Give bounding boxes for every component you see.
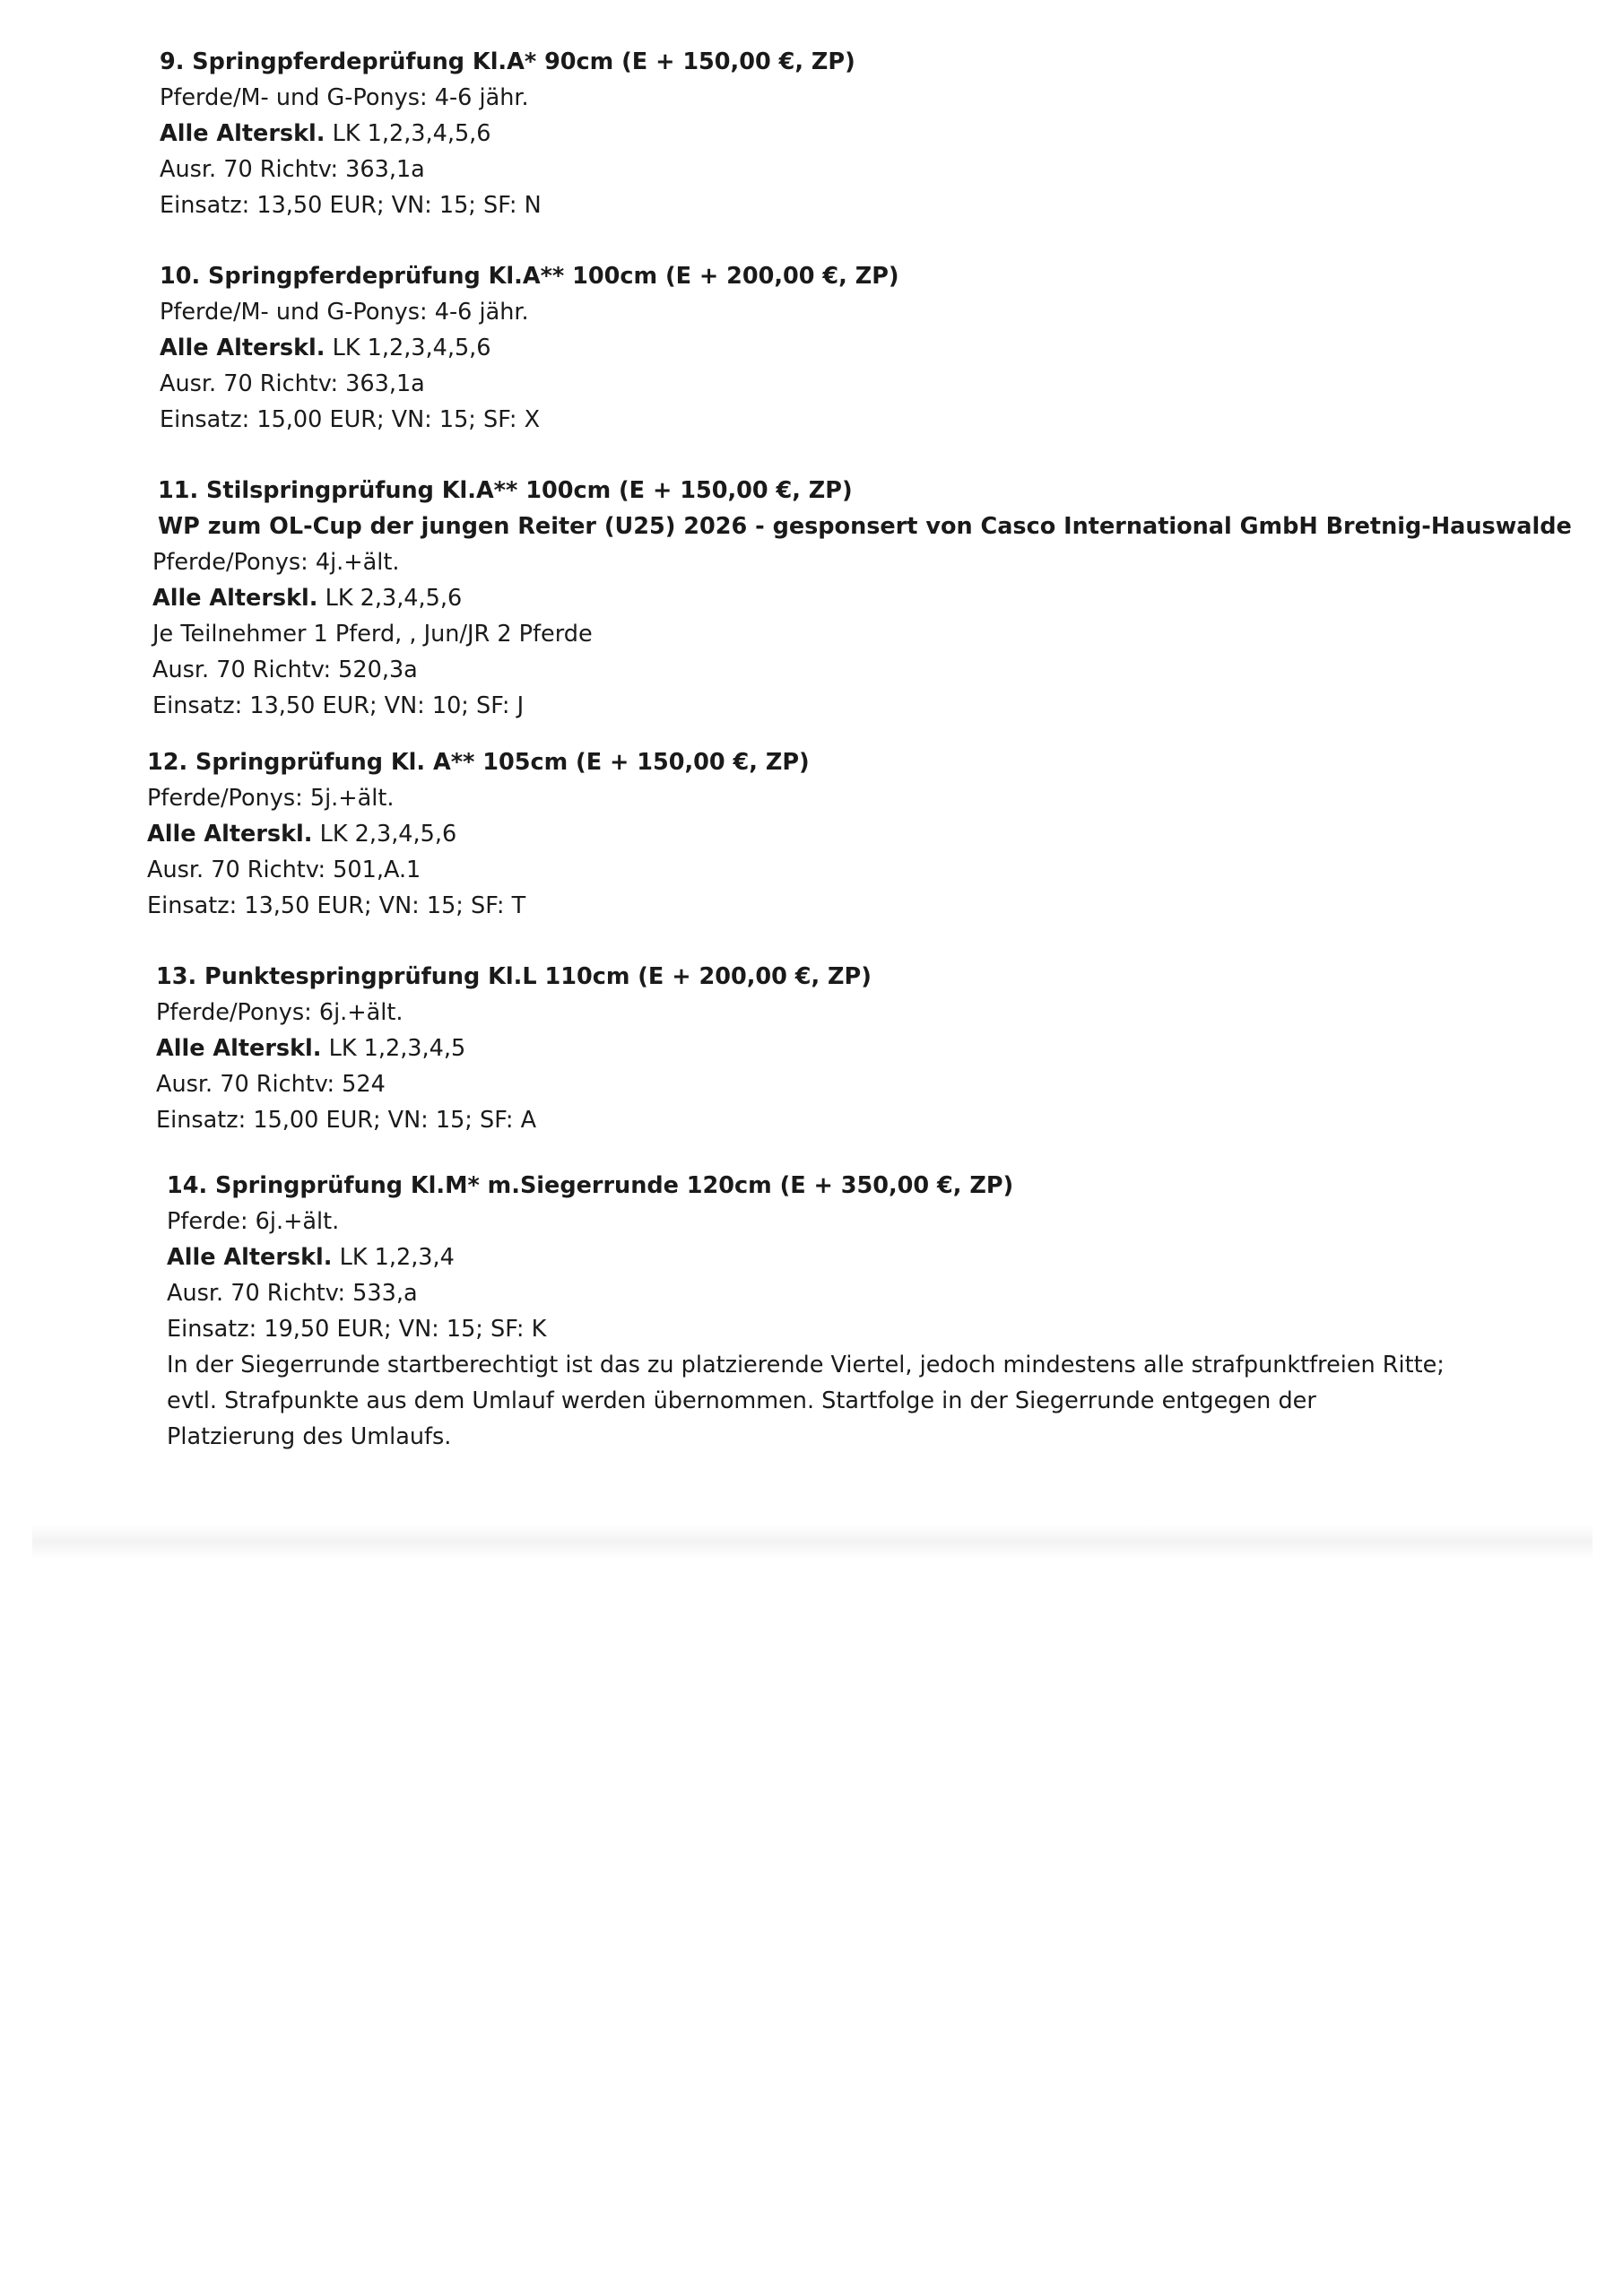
competition-age-class <box>160 116 855 152</box>
competition-title: 14. Springprüfung Kl.M* m.Siegerrunde 120cm (E + 350,00 €, ZP) <box>167 1172 1014 1199</box>
age-class-label: Alle Alterskl. <box>152 585 318 612</box>
scan-artifact-band <box>32 1525 1593 1559</box>
competition-fees: Einsatz: 19,50 EUR; VN: 15; SF: K <box>167 1316 547 1343</box>
competition-age-class <box>160 330 899 366</box>
competition-eligibility: Pferde/M- und G-Ponys: 4-6 jähr. <box>160 84 529 111</box>
competition-fees: Einsatz: 13,50 EUR; VN: 15; SF: T <box>147 892 526 919</box>
competition-age-class <box>156 1031 872 1066</box>
competition-sponsor: WP zum OL-Cup der jungen Reiter (U25) 2026 - gesponsert von Casco International GmbH Bretnig-Hauswalde <box>158 513 1572 540</box>
competition-rules: Ausr. 70 Richtv: 363,1a <box>160 370 425 397</box>
competition-eligibility: Pferde: 6j.+ält. <box>167 1208 340 1235</box>
age-class-value: LK 2,3,4,5,6 <box>325 585 463 612</box>
competition-title: 12. Springprüfung Kl. A** 105cm (E + 150,00 €, ZP) <box>147 749 810 776</box>
age-class-label: Alle Alterskl. <box>147 821 313 848</box>
competition-eligibility: Pferde/Ponys: 5j.+ält. <box>147 785 395 812</box>
competition-rules: Ausr. 70 Richtv: 524 <box>156 1071 386 1098</box>
competition-9 <box>160 44 855 223</box>
age-class-value: LK 1,2,3,4,5,6 <box>332 335 491 361</box>
age-class-value: LK 1,2,3,4,5,6 <box>332 120 491 147</box>
competition-rules: Ausr. 70 Richtv: 533,a <box>167 1280 418 1307</box>
competition-note-line: evtl. Strafpunkte aus dem Umlauf werden übernommen. Startfolge in der Siegerrunde entgegen der <box>167 1387 1316 1414</box>
competition-note-line: In der Siegerrunde startberechtigt ist das zu platzierende Viertel, jedoch mindestens alle strafpunktfreien Ritte; <box>167 1352 1445 1378</box>
competition-age-class <box>152 580 1572 616</box>
competition-12 <box>147 744 810 924</box>
competition-participants: Je Teilnehmer 1 Pferd, , Jun/JR 2 Pferde <box>152 621 593 648</box>
competition-title: 10. Springpferdeprüfung Kl.A** 100cm (E + 200,00 €, ZP) <box>160 263 899 290</box>
competition-title: 9. Springpferdeprüfung Kl.A* 90cm (E + 150,00 €, ZP) <box>160 48 855 75</box>
competition-age-class <box>147 816 810 852</box>
competition-fees: Einsatz: 15,00 EUR; VN: 15; SF: X <box>160 406 541 433</box>
competition-fees: Einsatz: 13,50 EUR; VN: 15; SF: N <box>160 192 542 219</box>
age-class-label: Alle Alterskl. <box>167 1244 333 1271</box>
competition-fees: Einsatz: 15,00 EUR; VN: 15; SF: A <box>156 1107 537 1134</box>
competition-title: 13. Punktespringprüfung Kl.L 110cm (E + 200,00 €, ZP) <box>156 963 872 990</box>
competition-rules: Ausr. 70 Richtv: 520,3a <box>152 657 418 683</box>
age-class-label: Alle Alterskl. <box>156 1035 322 1062</box>
competition-14 <box>167 1168 1445 1455</box>
competition-eligibility: Pferde/Ponys: 6j.+ält. <box>156 999 404 1026</box>
competition-eligibility: Pferde/M- und G-Ponys: 4-6 jähr. <box>160 299 529 326</box>
competition-rules: Ausr. 70 Richtv: 501,A.1 <box>147 857 421 883</box>
age-class-value: LK 1,2,3,4,5 <box>328 1035 466 1062</box>
competition-10 <box>160 258 899 438</box>
competition-rules: Ausr. 70 Richtv: 363,1a <box>160 156 425 183</box>
age-class-value: LK 1,2,3,4 <box>339 1244 455 1271</box>
competition-title: 11. Stilspringprüfung Kl.A** 100cm (E + 150,00 €, ZP) <box>158 477 853 504</box>
competition-age-class <box>167 1239 1445 1275</box>
age-class-label: Alle Alterskl. <box>160 120 325 147</box>
competition-11 <box>152 473 1572 724</box>
age-class-label: Alle Alterskl. <box>160 335 325 361</box>
competition-note-line: Platzierung des Umlaufs. <box>167 1423 452 1450</box>
competition-fees: Einsatz: 13,50 EUR; VN: 10; SF: J <box>152 692 525 719</box>
competition-eligibility: Pferde/Ponys: 4j.+ält. <box>152 549 400 576</box>
age-class-value: LK 2,3,4,5,6 <box>319 821 457 848</box>
competition-13 <box>156 959 872 1138</box>
